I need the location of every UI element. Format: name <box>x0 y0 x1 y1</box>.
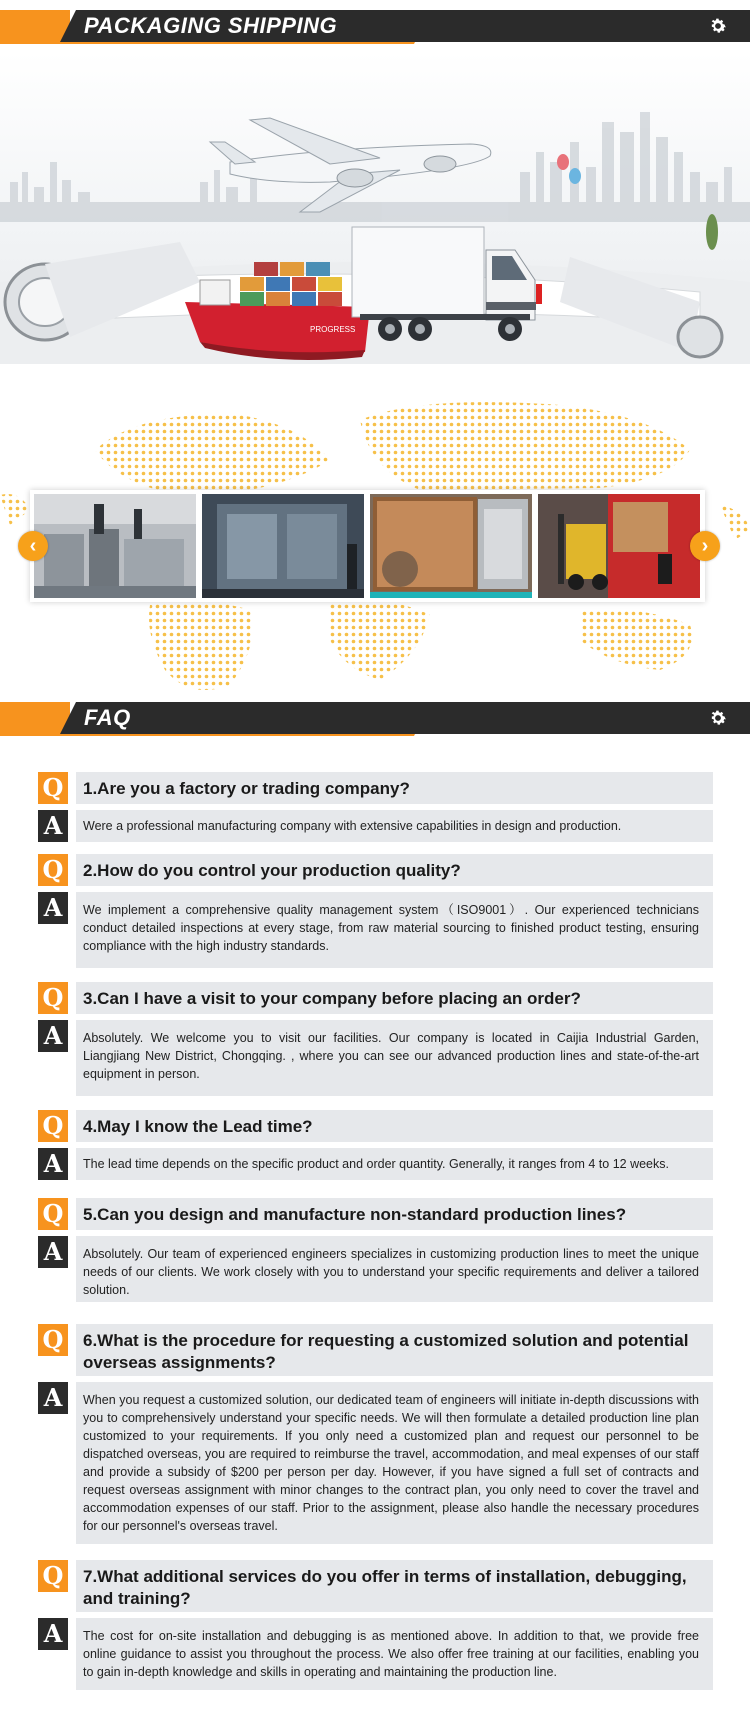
packed-machine-photo <box>202 494 364 598</box>
thumbnail-strip <box>30 490 705 602</box>
section-title: FAQ <box>84 705 131 730</box>
question-box <box>76 1560 713 1612</box>
question-text: 1.Are you a factory or trading company? <box>83 779 410 798</box>
answer-box <box>76 1020 713 1096</box>
answer-box <box>76 810 713 842</box>
chevron-right-icon: › <box>701 534 709 557</box>
thumbnail-forklift-loading[interactable] <box>538 494 700 598</box>
question-box <box>76 982 713 1014</box>
forklift-loading-photo <box>538 494 700 598</box>
ship-label: PROGRESS <box>310 325 356 334</box>
shipping-hero-image <box>0 52 750 364</box>
answer-text: Absolutely. Our team of experienced engineers specializes in customizing production lines to meet the unique needs of our clients. We work closely with you to understand your specific requirements and deliver a tailored solution. <box>83 1247 699 1297</box>
packaging-shipping-header <box>0 10 750 54</box>
faq-item <box>38 1110 713 1182</box>
question-badge: Q <box>38 1110 68 1142</box>
question-badge: Q <box>38 1560 68 1592</box>
faq-item <box>38 1198 713 1314</box>
faq-item <box>38 1560 713 1716</box>
header-bar <box>60 702 750 734</box>
shipping-illustration <box>0 52 750 364</box>
question-badge: Q <box>38 772 68 804</box>
answer-box <box>76 892 713 968</box>
answer-box <box>76 1236 713 1302</box>
answer-badge: A <box>38 810 68 842</box>
question-box <box>76 1324 713 1376</box>
question-text: 6.What is the procedure for requesting a customized solution and potential overseas assignments? <box>83 1331 689 1372</box>
question-box <box>76 1198 713 1230</box>
question-badge: Q <box>38 854 68 886</box>
wooden-crate-photo <box>370 494 532 598</box>
thumbnail-packed-machine[interactable] <box>202 494 364 598</box>
answer-text: Absolutely. We welcome you to visit our facilities. Our company is located in Caijia Industrial Garden, Liangjiang New District, Chongqing. , where you can see our advanced production lines and state-of-the-art equipment in person. <box>83 1031 699 1081</box>
question-box <box>76 772 713 804</box>
question-badge: Q <box>38 982 68 1014</box>
question-text: 5.Can you design and manufacture non-standard production lines? <box>83 1205 627 1224</box>
answer-badge: A <box>38 1618 68 1650</box>
chevron-left-icon: ‹ <box>29 534 37 557</box>
answer-text: When you request a customized solution, our dedicated team of engineers will initiate in-depth discussions with you to comprehensively understand your specific needs. We will then formulate a detailed production line plan customized to your requirements. If you only need a customized plan and request our personnel to be dispatched overseas, you are required to reimburse the travel, accommodation, and meal expenses of our staff and provide a subsidy of $200 per person per day. However, if you have signed a full set of contracts and request overseas assignment with minor changes to the contract plan, you only need to cover the travel and accommodation expenses of our staff. Prior to the assignment, please also handle the necessary procedures for our personnel's overseas travel. <box>83 1393 699 1533</box>
question-text: 3.Can I have a visit to your company before placing an order? <box>83 989 581 1008</box>
gallery-next-button[interactable] <box>690 531 720 561</box>
question-box <box>76 854 713 886</box>
answer-box <box>76 1148 713 1180</box>
question-text: 4.May I know the Lead time? <box>83 1117 313 1136</box>
question-text: 2.How do you control your production quality? <box>83 861 461 880</box>
answer-text: The lead time depends on the specific product and order quantity. Generally, it ranges from 4 to 12 weeks. <box>83 1157 669 1171</box>
answer-box <box>76 1618 713 1690</box>
answer-badge: A <box>38 892 68 924</box>
answer-box <box>76 1382 713 1544</box>
faq-item <box>38 854 713 970</box>
gear-icon <box>708 16 728 36</box>
gallery-prev-button[interactable] <box>18 531 48 561</box>
thumbnail-production-line[interactable] <box>34 494 196 598</box>
faq-item <box>38 1324 713 1544</box>
faq-item <box>38 982 713 1098</box>
answer-text: We implement a comprehensive quality management system（ISO9001）. Our experienced technicians conduct detailed inspections at every stage, from raw material sourcing to finished product testing, ensuring compliance with the high industry standards. <box>83 903 699 953</box>
thumbnail-wooden-crate[interactable] <box>370 494 532 598</box>
answer-text: The cost for on-site installation and debugging is as mentioned above. In addition to that, we provide free online guidance to assist you throughout the process. We also offer free training at our facilities, enabling you to gain in-depth knowledge and skills in operating and maintaining the production line. <box>83 1629 699 1679</box>
question-box <box>76 1110 713 1142</box>
question-text: 7.What additional services do you offer in terms of installation, debugging, and training? <box>83 1567 687 1608</box>
question-badge: Q <box>38 1198 68 1230</box>
gear-icon <box>708 708 728 728</box>
answer-text: Were a professional manufacturing company with extensive capabilities in design and production. <box>83 819 622 833</box>
section-title: PACKAGING SHIPPING <box>84 13 338 38</box>
faq-header <box>0 702 750 746</box>
faq-item <box>38 772 713 844</box>
answer-badge: A <box>38 1020 68 1052</box>
answer-badge: A <box>38 1382 68 1414</box>
answer-badge: A <box>38 1148 68 1180</box>
production-line-photo <box>34 494 196 598</box>
question-badge: Q <box>38 1324 68 1356</box>
packaging-gallery <box>0 400 750 700</box>
answer-badge: A <box>38 1236 68 1268</box>
